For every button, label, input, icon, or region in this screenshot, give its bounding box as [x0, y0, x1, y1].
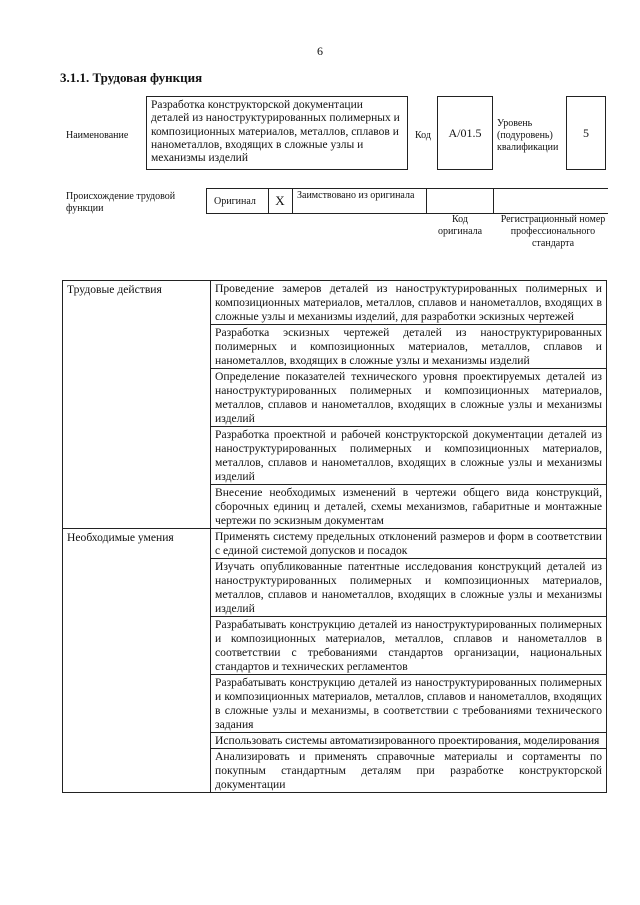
level-value: 5: [566, 96, 606, 170]
code-original-caption: Код оригинала: [437, 214, 483, 237]
table-row: [63, 529, 607, 559]
list-item: Разработка эскизных чертежей деталей из наноструктурированных полимерных и композиционных материалов, металлов, сплавов и нанометаллов, входящих в сложные узлы и механизмы изделий: [211, 325, 607, 369]
name-label: Наименование: [66, 130, 129, 141]
section-title: 3.1.1. Трудовая функция: [60, 70, 203, 85]
level-label: Уровень (подуровень) квалификации: [497, 118, 559, 153]
category-cell: Трудовые действия: [63, 281, 211, 529]
original-label: Оригинал: [214, 196, 256, 207]
reg-number-caption: Регистрационный номер профессионального стандарта: [500, 214, 606, 249]
list-item: Изучать опубликованные патентные исследования конструкций деталей из наноструктурированных полимерных и композиционных материалов, металлов, сплавов и нанометаллов, входящих в сложные узлы и механизмы изделий: [211, 559, 607, 617]
list-item: Разрабатывать конструкцию деталей из наноструктурированных полимерных и композиционных материалов, металлов, сплавов и нанометаллов, входящих в сложные узлы и механизмы, в соответствии с требованиями технического задания: [211, 675, 607, 733]
list-item: Применять систему предельных отклонений размеров и форм в соответствии с единой системой допусков и посадок: [211, 529, 607, 559]
borrowed-label: Заимствовано из оригинала: [297, 190, 415, 201]
category-cell: Необходимые умения: [63, 529, 211, 793]
function-name-box: Разработка конструкторской документации деталей из наноструктурированных полимерных и композиционных материалов, металлов, сплавов и нанометаллов, входящих в сложные узлы и механизмы изделий: [146, 96, 408, 170]
list-item: Разработка проектной и рабочей конструкторской документации деталей из наноструктурированных полимерных и композиционных материалов, металлов, сплавов и нанометаллов, входящих в сложные узлы и механизмы изделий: [211, 427, 607, 485]
origin-label: Происхождение трудовой функции: [66, 191, 176, 214]
list-item: Разрабатывать конструкцию деталей из наноструктурированных полимерных и композиционных материалов, металлов, сплавов и нанометаллов в соответствии с требованиями стандартов организации, национальных стандартов и технических регламентов: [211, 617, 607, 675]
code-value: A/01.5: [437, 96, 493, 170]
code-label: Код: [415, 130, 431, 141]
original-mark: X: [275, 193, 285, 208]
list-item: Внесение необходимых изменений в чертежи общего вида конструкций, сборочных единиц и деталей, схемы механизмов, габаритные и монтажные чертежи по эскизным документам: [211, 485, 607, 529]
function-details-table: [62, 280, 607, 793]
page-number: 6: [317, 44, 323, 58]
list-item: Использовать системы автоматизированного проектирования, моделирования: [211, 733, 607, 749]
table-row: [63, 281, 607, 325]
list-item: Определение показателей технического уровня проектируемых деталей из наноструктурированных полимерных и композиционных материалов, металлов, сплавов и нанометаллов, входящих в сложные узлы и механизмы изделий: [211, 369, 607, 427]
list-item: Проведение замеров деталей из наноструктурированных полимерных и композиционных материалов, металлов, сплавов и нанометаллов, входящих в сложные узлы и механизмы изделий, для разработки эскизных чертежей: [211, 281, 607, 325]
origin-row: [206, 188, 608, 214]
list-item: Анализировать и применять справочные материалы и сортаменты по покупным стандартным деталям при разработке конструкторской документации: [211, 749, 607, 793]
